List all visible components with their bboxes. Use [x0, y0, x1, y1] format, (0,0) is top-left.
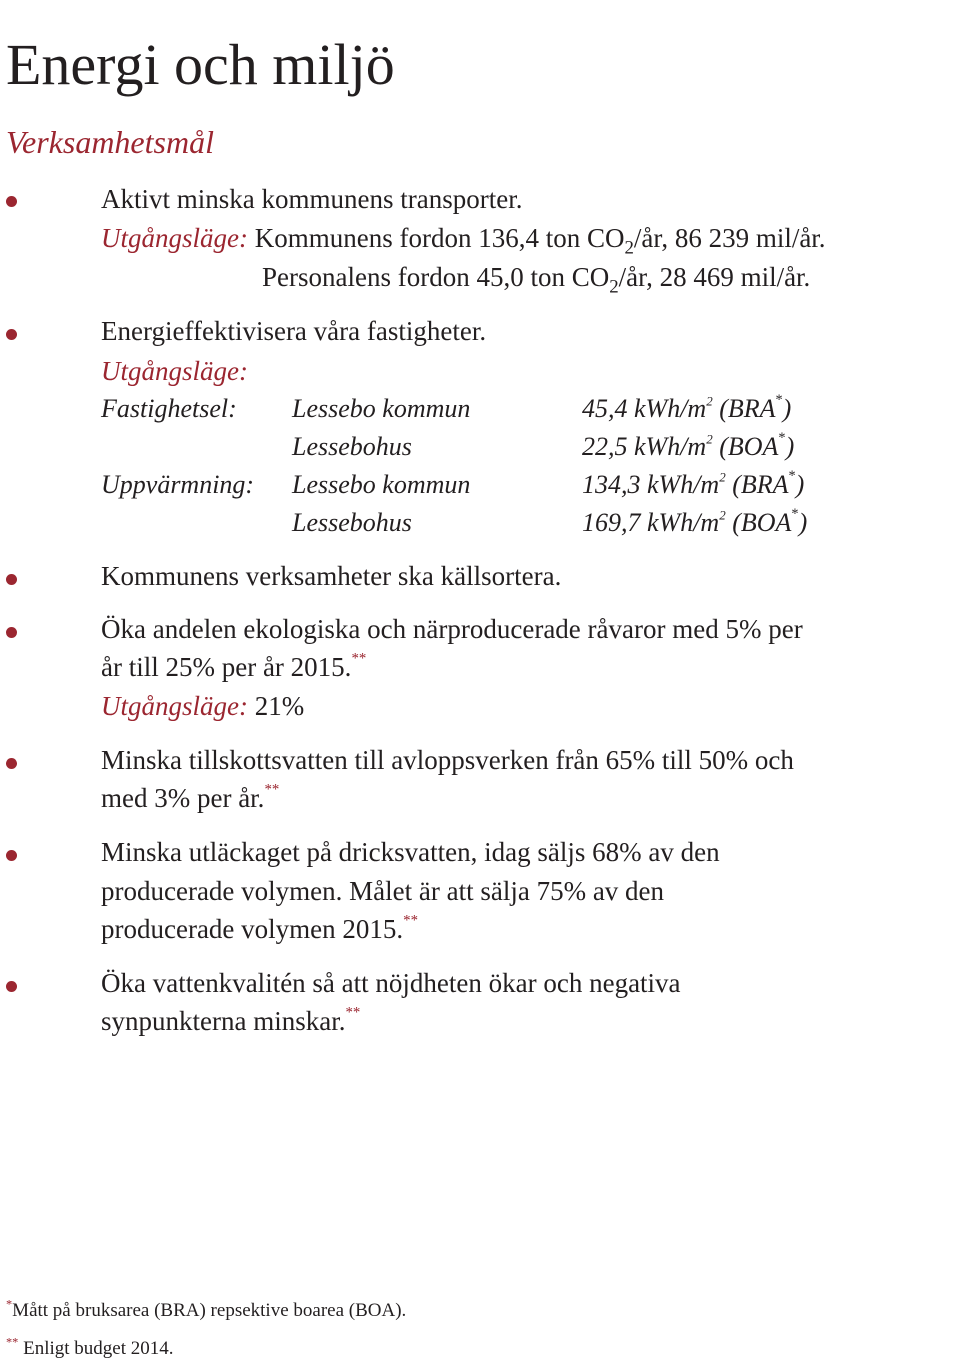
goal-energy-text: Energieffektivisera våra fastigheter. [101, 316, 487, 346]
baseline-label: Utgångsläge: [101, 223, 248, 253]
goal-ecological-line1: Öka andelen ekologiska och närproducerade råvaror med 5% per [101, 614, 803, 644]
goal-leakage-line2: producerade volymen. Målet är att sälja 75% av den [101, 876, 665, 906]
goal-quality-line1: Öka vattenkvalitén så att nöjdheten ökar och negativa [101, 968, 681, 998]
energy-entity: Lessebo kommun [292, 470, 471, 499]
bullet-icon [6, 329, 17, 340]
goal-quality-line2: synpunkterna minskar.** [101, 1004, 361, 1036]
baseline-label: Utgångsläge: [101, 356, 248, 386]
energy-value: 22,5 kWh/$m^2$ (BOA*) [582, 430, 795, 461]
energy-entity: Lessebo kommun [292, 394, 471, 423]
goal-leakage-line1: Minska utläckaget på dricksvatten, idag säljs 68% av den [101, 837, 720, 867]
goal-transport-text: Aktivt minska kommunens transporter. [101, 184, 523, 214]
energy-value: 169,7 kWh/$m^2$ (BOA*) [582, 506, 808, 537]
page-title: Energi och miljö [6, 31, 395, 97]
transport-fleet-value: Kommunens fordon 136,4 ton $CO_2/år$, 86 239 mil/år. [254, 223, 826, 259]
energy-category: Uppvärmning: [101, 470, 255, 499]
bullet-icon [6, 574, 17, 585]
energy-entity: Lessebohus [292, 432, 412, 461]
goal-leakage-line3: producerade volymen 2015.** [101, 912, 418, 944]
bullet-icon [6, 627, 17, 638]
energy-category: Fastighetsel: [101, 394, 237, 423]
energy-value: 45,4 kWh/$m^2$ (BRA*) [582, 392, 792, 423]
goal-ecological-baseline: Utgångsläge: 21% [101, 691, 305, 721]
goal-ecological-line2: år till 25% per år 2015.** [101, 650, 367, 682]
goal-wastewater-line2: med 3% per år.** [101, 781, 280, 813]
energy-value: 134,3 kWh/$m^2$ (BRA*) [582, 468, 805, 499]
goal-sorting-text: Kommunens verksamheter ska källsortera. [101, 561, 562, 591]
bullet-icon [6, 758, 17, 769]
goal-transport-baseline-line1 [101, 223, 826, 259]
footnote: ** Enligt budget 2014. [6, 1335, 174, 1359]
bullet-icon [6, 981, 17, 992]
goal-transport-baseline-line2: Personalens fordon 45,0 ton $CO_2/år$, 28 469 mil/år. [262, 262, 811, 298]
section-heading: Verksamhetsmål [6, 124, 214, 160]
footnote: *Mått på bruksarea (BRA) repsektive boarea (BOA). [6, 1297, 407, 1321]
goal-wastewater-line1: Minska tillskottsvatten till avloppsverken från 65% till 50% och [101, 745, 794, 775]
energy-entity: Lessebohus [292, 508, 412, 537]
bullet-icon [6, 850, 17, 861]
baseline-label: Utgångsläge: [101, 691, 248, 721]
bullet-icon [6, 196, 17, 207]
